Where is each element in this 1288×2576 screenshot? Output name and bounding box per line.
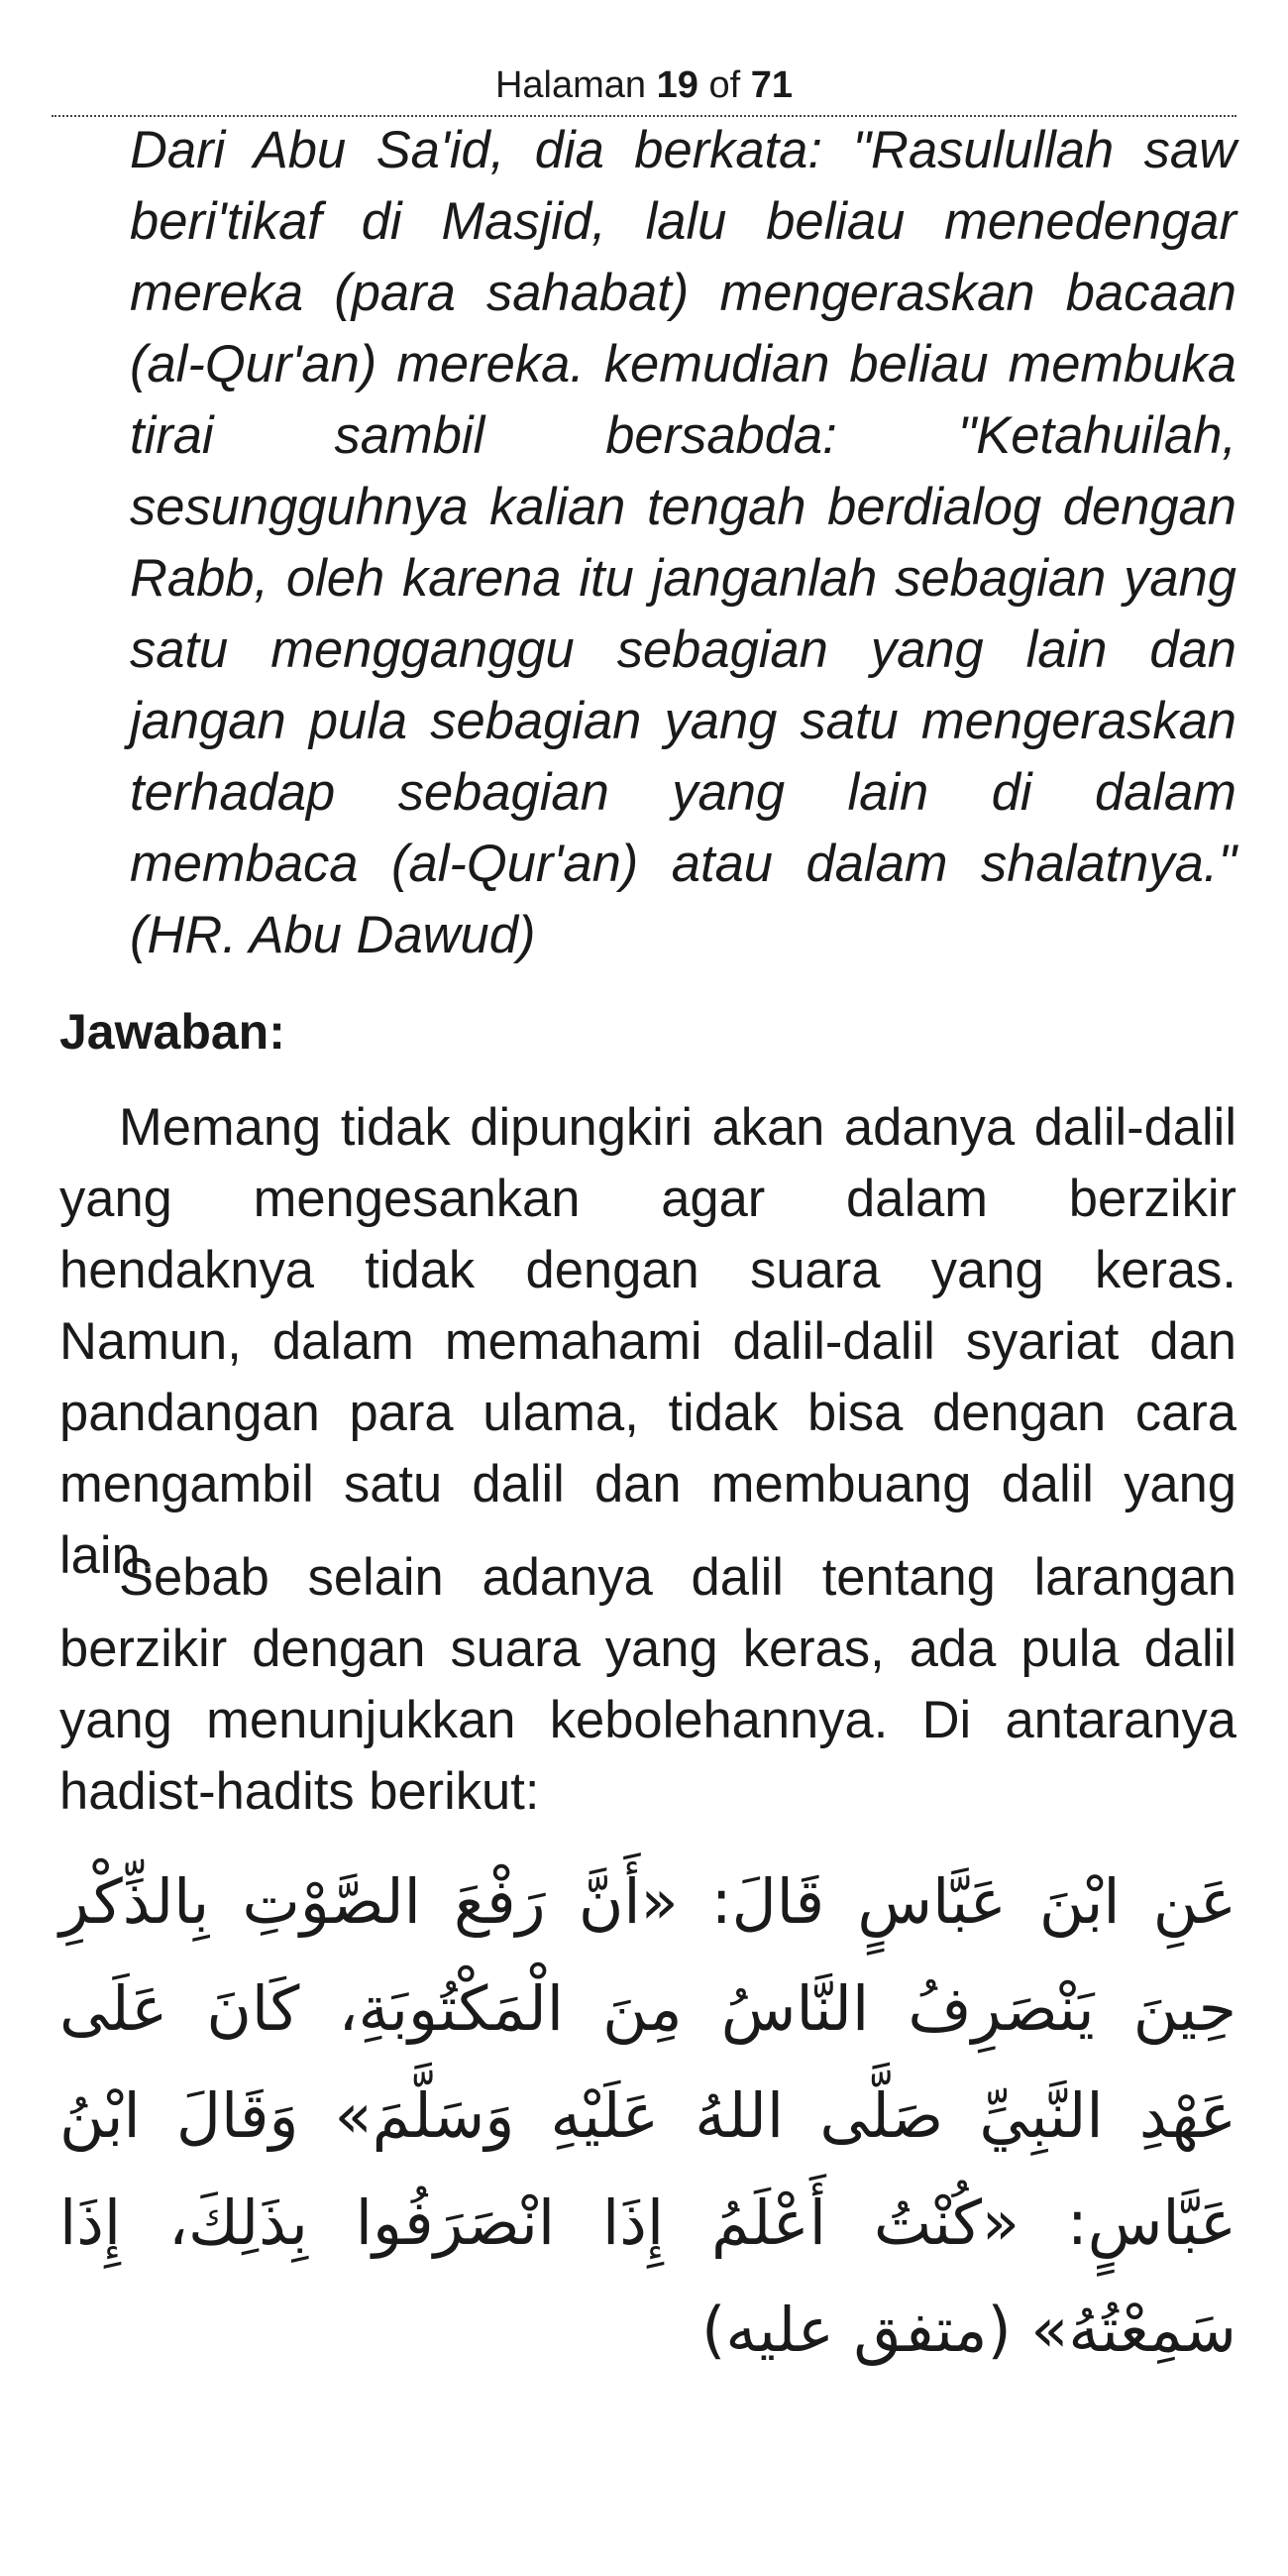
arabic-hadith-text: عَنِ ابْنَ عَبَّاسٍ قَالَ: «أَنَّ رَفْعَ الصَّوْتِ بِالذِّكْرِ حِينَ يَنْصَرِفُ النَّاسُ مِنَ الْمَكْتُوبَةِ، كَانَ عَلَى عَهْدِ النَّبِيِّ صَلَّى اللهُ عَلَيْهِ وَسَلَّمَ» وَقَالَ ابْنُ عَبَّاسٍ: «كُنْتُ أَعْلَمُ إِذَا انْصَرَفُوا بِذَلِكَ، إِذَا سَمِعْتُهُ» (متفق عليه)	[59, 1865, 1236, 2366]
current-page-number: 19	[656, 64, 698, 106]
page-header	[52, 57, 1236, 117]
hadith-quote-translation: Dari Abu Sa'id, dia berkata: "Rasulullah saw beri'tikaf di Masjid, lalu beliau menedengar mereka (para sahabat) mengeraskan bacaan (al-Qur'an) mereka. kemudian beliau membuka tirai sambil bersabda: "Ketahuilah, sesungguhnya kalian tengah berdialog dengan Rabb, oleh karena itu janganlah sebagian yang satu mengganggu sebagian yang lain dan jangan pula sebagian yang satu mengeraskan terhadap sebagian yang lain di dalam membaca (al-Qur'an) atau dalam shalatnya." (HR. Abu Dawud)	[130, 121, 1236, 964]
answer-paragraph-2: Sebab selain adanya dalil tentang larangan berzikir dengan suara yang keras, ada pula dalil yang menunjukkan kebolehannya. Di antaranya hadist-hadits berikut:	[59, 1548, 1236, 1821]
page-label: Halaman	[494, 64, 647, 106]
total-pages-number: 71	[750, 64, 794, 106]
answer-heading: Jawaban:	[59, 1004, 285, 1060]
answer-paragraph-1: Memang tidak dipungkiri akan adanya dalil-dalil yang mengesankan agar dalam berzikir hendaknya tidak dengan suara yang keras. Namun, dalam memahami dalil-dalil syariat dan pandangan para ulama, tidak bisa dengan cara mengambil satu dalil dan membuang dalil yang lain.	[59, 1098, 1236, 1585]
page-of-label: of	[708, 64, 741, 106]
